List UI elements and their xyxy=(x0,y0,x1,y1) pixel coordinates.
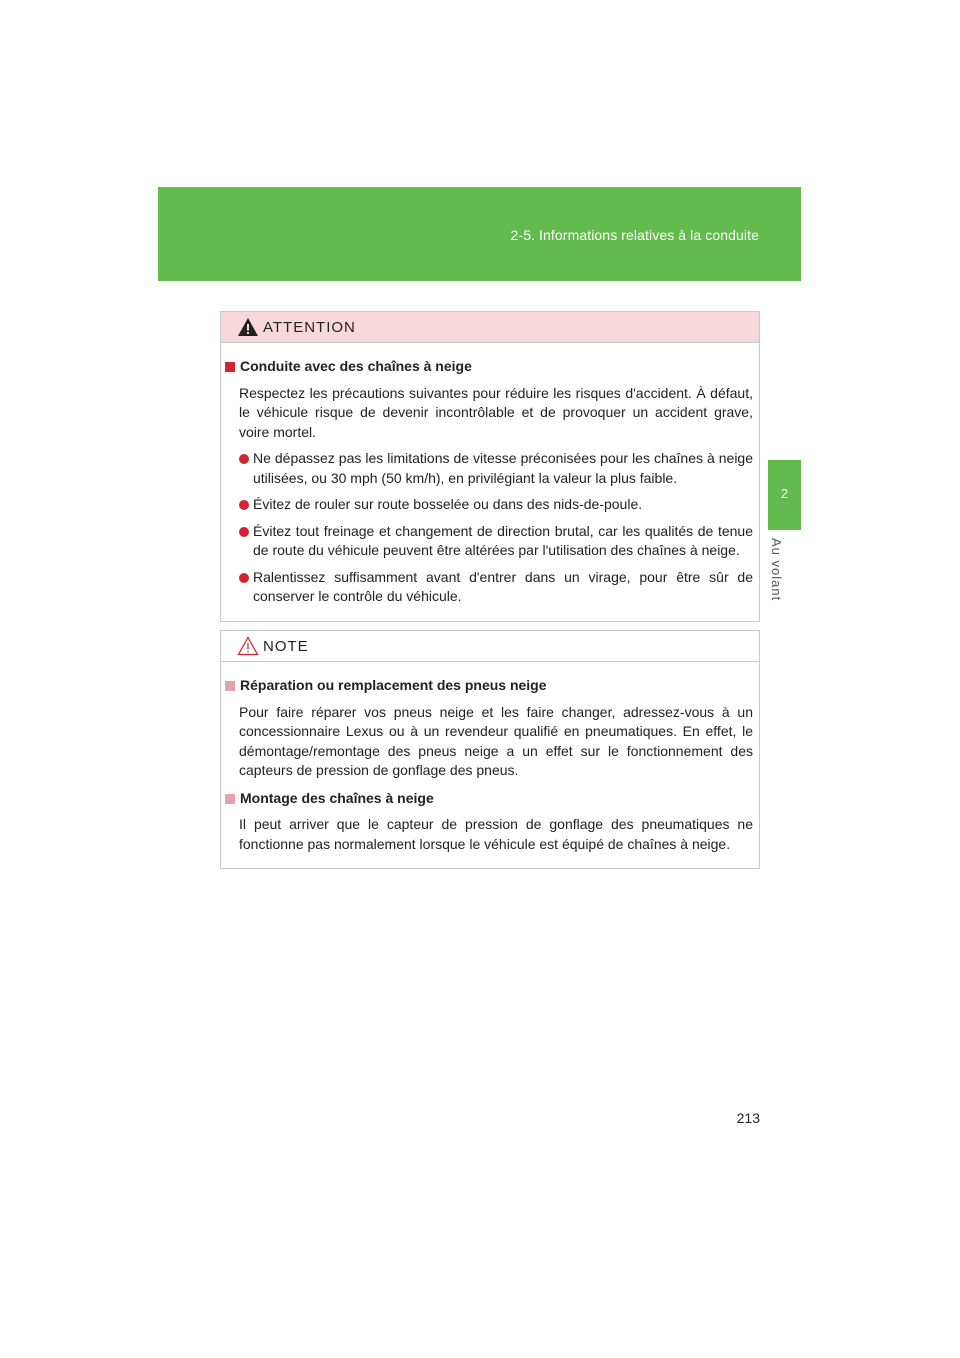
note-section-text: Il peut arriver que le capteur de pression de gonflage des pneumatiques ne fonctionne pas normalement lorsque le véhicule est équipé de chaînes à neige. xyxy=(239,816,753,852)
chapter-number: 2 xyxy=(780,486,789,501)
attention-section-heading xyxy=(225,357,753,377)
attention-bullet xyxy=(239,495,753,515)
note-box xyxy=(220,630,760,869)
note-section-title: Réparation ou remplacement des pneus neige xyxy=(240,677,547,693)
note-section-title: Montage des chaînes à neige xyxy=(240,789,434,806)
attention-intro: Respectez les précautions suivantes pour réduire les risques d'accident. À défaut, le véhicule risque de devenir incontrôlable et de provoquer un accident grave, voire mortel. xyxy=(239,384,753,440)
note-section-text: Pour faire réparer vos pneus neige et les faire changer, adressez-vous à un concessionnaire Lexus ou à un revendeur qualifié en pneumatiques. En effet, le démontage/remontage des pneus neige a un effet sur le fonctionnement des capteurs de pression de gonflage des pneus. xyxy=(239,703,753,778)
chapter-tab xyxy=(768,460,801,530)
attention-bullet-text: Ne dépassez pas les limitations de vitesse préconisées pour les chaînes à neige utilisées, ou 30 mph (50 km/h), en privilégiant la valeur la plus faible. xyxy=(253,450,753,486)
chapter-header xyxy=(158,187,801,281)
chapter-label-text: Au volant xyxy=(769,538,784,602)
attention-header xyxy=(221,312,759,343)
attention-label: ATTENTION xyxy=(263,319,356,336)
chapter-title: 2-5. Informations relatives à la conduite xyxy=(510,227,759,243)
bullet-dot xyxy=(239,573,249,583)
bullet-dot xyxy=(239,527,249,537)
section-square-marker xyxy=(225,681,235,691)
page-number: 213 xyxy=(736,1110,760,1126)
note-label: NOTE xyxy=(263,638,309,655)
attention-bullet-text: Ralentissez suffisamment avant d'entrer dans un virage, pour être sûr de conserver le contrôle du véhicule. xyxy=(253,568,753,604)
attention-bullet-text: Évitez tout freinage et changement de direction brutal, car les qualités de tenue de route du véhicule peuvent être altérées par l'utilisation des chaînes à neige. xyxy=(253,522,753,558)
section-square-marker xyxy=(225,362,235,372)
caution-triangle-outline-icon xyxy=(237,636,259,656)
bullet-dot xyxy=(239,500,249,510)
attention-bullet xyxy=(239,522,753,561)
note-section-heading xyxy=(225,789,753,809)
attention-bullet xyxy=(239,449,753,488)
section-square-marker xyxy=(225,794,235,804)
attention-section-title: Conduite avec des chaînes à neige xyxy=(240,358,472,374)
note-section-heading xyxy=(225,676,753,696)
note-header xyxy=(221,631,759,662)
chapter-side-label xyxy=(768,538,801,618)
note-content xyxy=(221,662,759,868)
bullet-dot xyxy=(239,454,249,464)
attention-content xyxy=(221,343,759,621)
attention-bullet-text: Évitez de rouler sur route bosselée ou dans des nids-de-poule. xyxy=(253,496,643,512)
attention-bullet xyxy=(239,568,753,607)
warning-triangle-icon xyxy=(237,317,259,337)
attention-box xyxy=(220,311,760,622)
